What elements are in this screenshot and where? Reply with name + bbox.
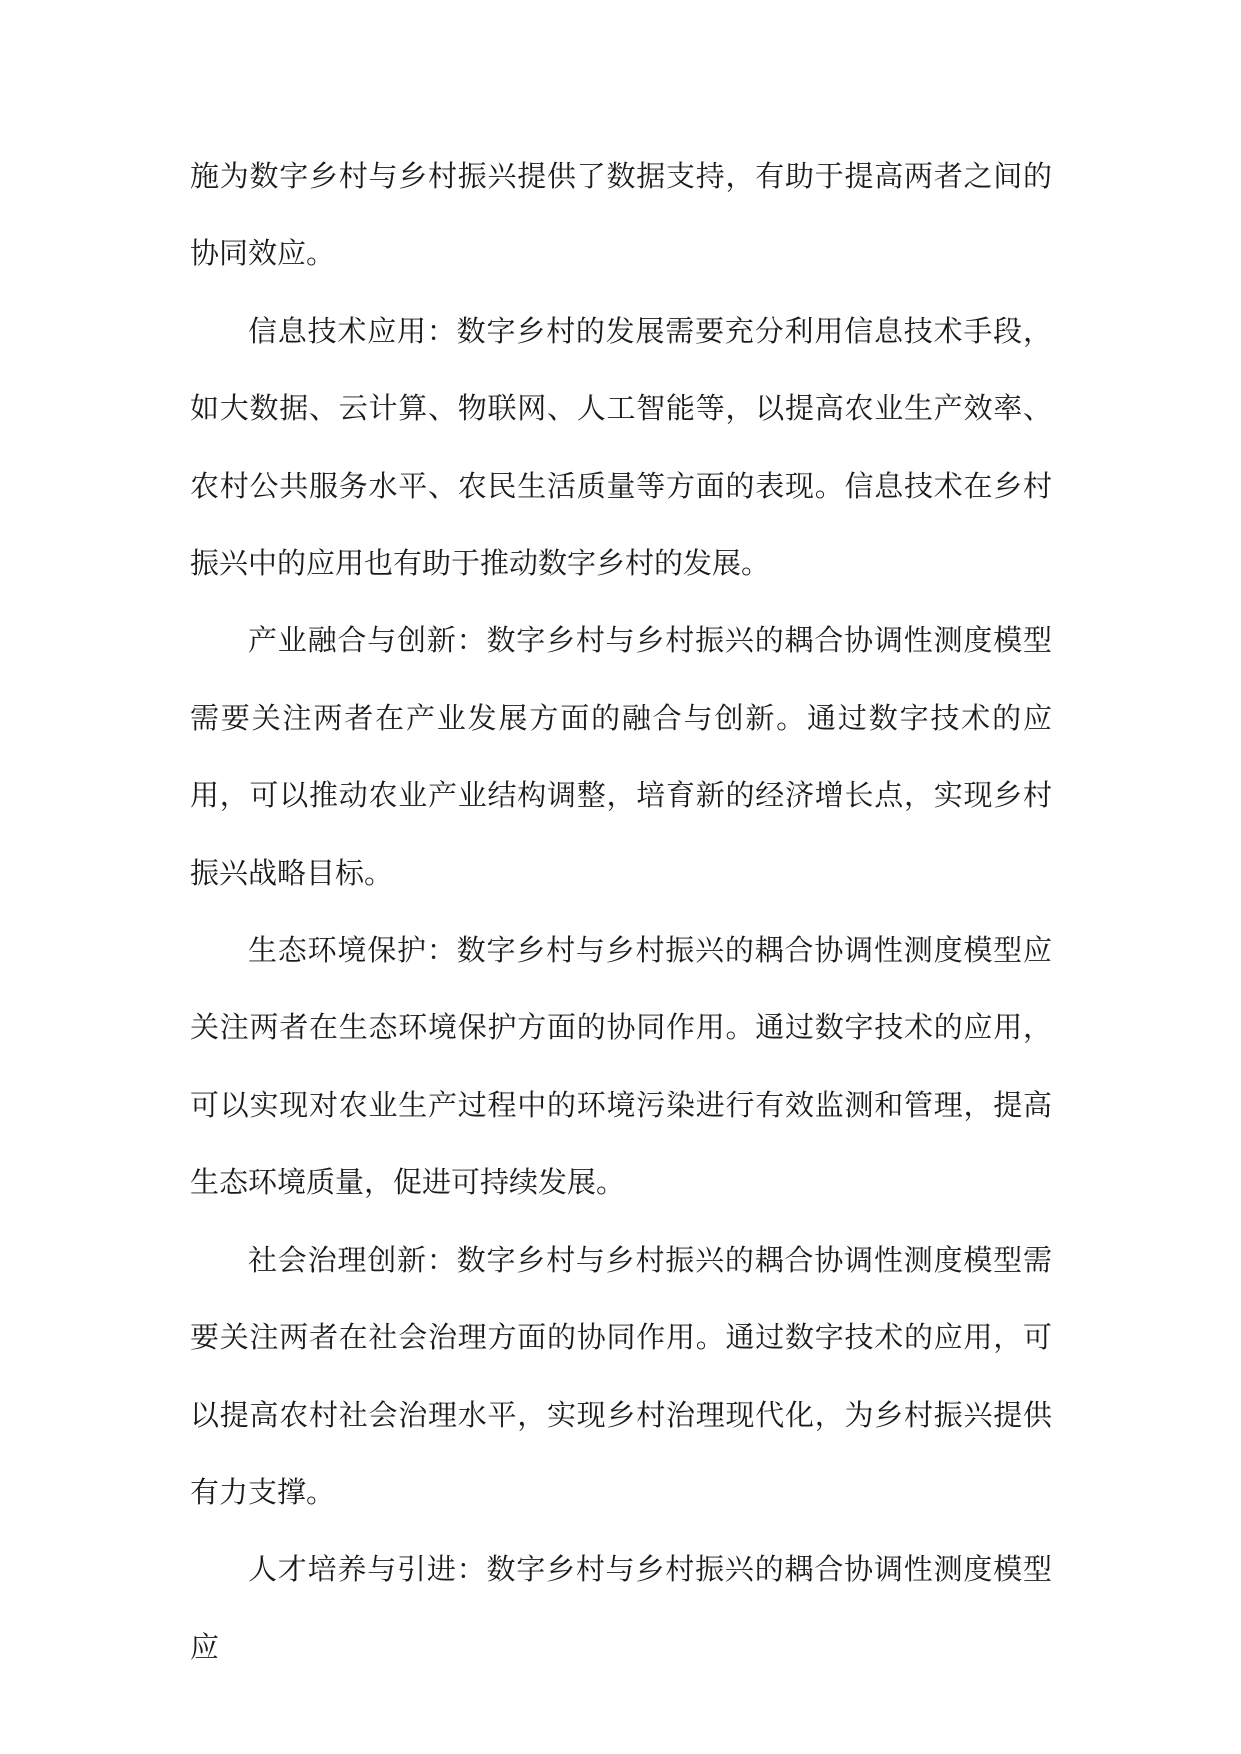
paragraph-industry: 产业融合与创新：数字乡村与乡村振兴的耦合协调性测度模型需要关注两者在产业发展方面的融合与创新。通过数字技术的应用，可以推动农业产业结构调整，培育新的经济增长点，实现乡村振兴战略目标。 (190, 623, 1052, 890)
document-body (190, 138, 1052, 1686)
paragraph-governance: 社会治理创新：数字乡村与乡村振兴的耦合协调性测度模型需要关注两者在社会治理方面的协同作用。通过数字技术的应用，可以提高农村社会治理水平，实现乡村治理现代化，为乡村振兴提供有力支撑。 (190, 1242, 1052, 1509)
paragraph-info-tech: 信息技术应用：数字乡村的发展需要充分利用信息技术手段，如大数据、云计算、物联网、人工智能等，以提高农业生产效率、农村公共服务水平、农民生活质量等方面的表现。信息技术在乡村振兴中的应用也有助于推动数字乡村的发展。 (190, 313, 1052, 581)
paragraph-ecology: 生态环境保护：数字乡村与乡村振兴的耦合协调性测度模型应关注两者在生态环境保护方面的协同作用。通过数字技术的应用，可以实现对农业生产过程中的环境污染进行有效监测和管理，提高生态环境质量，促进可持续发展。 (190, 933, 1052, 1200)
paragraph-continuation: 施为数字乡村与乡村振兴提供了数据支持，有助于提高两者之间的协同效应。 (190, 159, 1052, 271)
paragraph-talent: 人才培养与引进：数字乡村与乡村振兴的耦合协调性测度模型应 (190, 1552, 1052, 1664)
